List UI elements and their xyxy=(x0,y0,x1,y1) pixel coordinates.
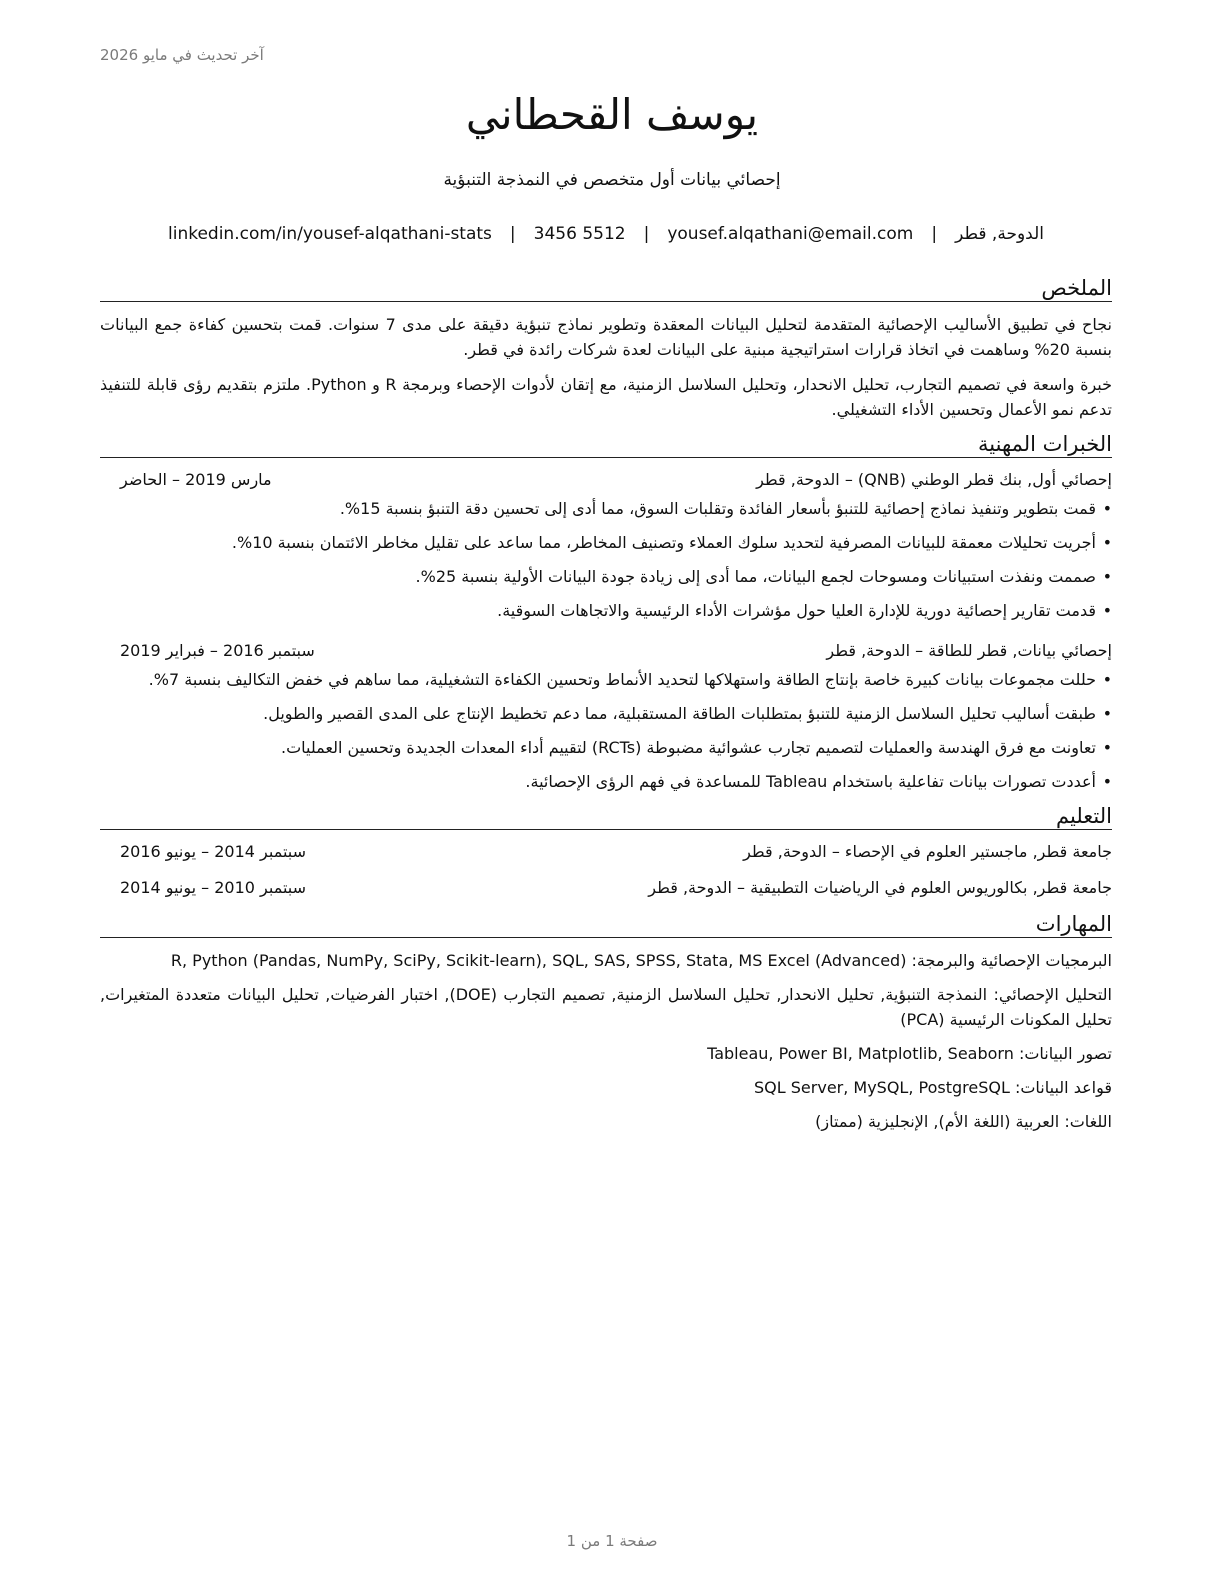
job-entry xyxy=(100,639,1112,794)
skills-section xyxy=(100,912,1112,1134)
job-bullet: • صممت ونفذت استبيانات ومسوحات لجمع البيانات، مما أدى إلى زيادة جودة البيانات الأولية بنسبة 25%. xyxy=(100,564,1112,589)
candidate-name: يوسف القحطاني xyxy=(465,90,759,139)
education-section xyxy=(100,804,1112,900)
job-header xyxy=(100,468,1112,492)
job-heading: إحصائي أول, بنك قطر الوطني (QNB) – الدوحة, قطر xyxy=(756,470,1112,489)
job-bullet: • قمت بتطوير وتنفيذ نماذج إحصائية للتنبؤ بأسعار الفائدة وتقلبات السوق، مما أدى إلى تحسين دقة التنبؤ بنسبة 15%. xyxy=(100,496,1112,521)
last-updated: آخر تحديث في مايو 2026 xyxy=(100,46,264,64)
education-entry xyxy=(100,876,1112,900)
section-title-education: التعليم xyxy=(100,804,1112,830)
job-bullet: • أعددت تصورات بيانات تفاعلية باستخدام Tableau للمساعدة في فهم الرؤى الإحصائية. xyxy=(100,769,1112,794)
contact-email[interactable]: yousef.alqathani@email.com xyxy=(667,224,914,244)
contact-separator: | xyxy=(643,224,650,244)
experience-section xyxy=(100,432,1112,794)
summary-paragraph: خبرة واسعة في تصميم التجارب، تحليل الانحدار، وتحليل السلاسل الزمنية، مع إتقان لأدوات الإحصاء وبرمجة R و Python. ملتزم بتقديم رؤى قابلة للتنفيذ تدعم نمو الأعمال وتحسين الأداء التشغيلي. xyxy=(100,375,1112,419)
summary-section xyxy=(100,276,1112,422)
summary-paragraph: نجاح في تطبيق الأساليب الإحصائية المتقدمة لتحليل البيانات المعقدة وتطوير نماذج تنبؤية دقيقة على مدى 7 سنوات. قمت بتحسين كفاءة جمع البيانات بنسبة 20% وساهمت في اتخاذ قرارات استراتيجية مبنية على البيانات لعدة شركات رائدة في قطر. xyxy=(100,315,1113,359)
education-heading: جامعة قطر, ماجستير العلوم في الإحصاء – الدوحة, قطر xyxy=(743,842,1112,861)
section-title-summary: الملخص xyxy=(100,276,1112,302)
contact-separator: | xyxy=(931,224,938,244)
contact-phone: 3456 5512 xyxy=(533,224,626,244)
education-dates: سبتمبر 2014 – يونيو 2016 xyxy=(120,842,307,861)
skill-line: التحليل الإحصائي: النمذجة التنبؤية, تحليل الانحدار, تحليل السلاسل الزمنية, تصميم التجارب (DOE), اختبار الفرضيات, تحليل البيانات متعددة المتغيرات, تحليل المكونات الرئيسية (PCA) xyxy=(100,985,1113,1029)
skill-line: تصور البيانات: Tableau, Power BI, Matplotlib, Seaborn xyxy=(707,1044,1112,1063)
job-dates: سبتمبر 2016 – فبراير 2019 xyxy=(120,641,315,660)
job-bullets xyxy=(100,667,1112,794)
skill-line: قواعد البيانات: SQL Server, MySQL, PostgreSQL xyxy=(754,1078,1112,1097)
job-bullet: • طبقت أساليب تحليل السلاسل الزمنية للتنبؤ بمتطلبات الطاقة المستقبلية، مما دعم تخطيط الإنتاج على المدى القصير والطويل. xyxy=(100,701,1112,726)
job-bullets xyxy=(100,496,1112,623)
resume-body xyxy=(100,276,1112,1144)
job-header xyxy=(100,639,1112,663)
section-title-experience: الخبرات المهنية xyxy=(100,432,1112,458)
education-entry xyxy=(100,840,1112,864)
skill-line: اللغات: العربية (اللغة الأم), الإنجليزية (ممتاز) xyxy=(815,1112,1112,1131)
education-heading: جامعة قطر, بكالوريوس العلوم في الرياضيات التطبيقية – الدوحة, قطر xyxy=(648,878,1112,897)
section-title-skills: المهارات xyxy=(100,912,1112,938)
contact-location: الدوحة, قطر xyxy=(955,224,1044,244)
contact-separator: | xyxy=(509,224,516,244)
job-bullet: • حللت مجموعات بيانات كبيرة خاصة بإنتاج الطاقة واستهلاكها لتحديد الأنماط وتحسين الكفاءة التشغيلية، مما ساهم في خفض التكاليف بنسبة 7%. xyxy=(100,667,1112,692)
job-bullet: • قدمت تقارير إحصائية دورية للإدارة العليا حول مؤشرات الأداء الرئيسية والاتجاهات السوقية. xyxy=(100,598,1112,623)
job-dates: مارس 2019 – الحاضر xyxy=(120,470,272,489)
page-number: صفحة 1 من 1 xyxy=(566,1532,658,1550)
job-bullet: • تعاونت مع فرق الهندسة والعمليات لتصميم تجارب عشوائية مضبوطة (RCTs) لتقييم أداء المعدات الجديدة وتحسين العمليات. xyxy=(100,735,1112,760)
job-entry xyxy=(100,468,1112,623)
job-title: إحصائي بيانات أول متخصص في النمذجة التنبؤية xyxy=(443,170,781,190)
job-heading: إحصائي بيانات, قطر للطاقة – الدوحة, قطر xyxy=(826,641,1112,660)
contact-line xyxy=(100,224,1112,244)
education-dates: سبتمبر 2010 – يونيو 2014 xyxy=(120,878,307,897)
skill-line: البرمجيات الإحصائية والبرمجة: R, Python (Pandas, NumPy, SciPy, Scikit-learn), SQL, SAS, SPSS, Stata, MS Excel (Advanced) xyxy=(170,951,1112,970)
contact-linkedin[interactable]: linkedin.com/in/yousef-alqathani-stats xyxy=(168,224,492,244)
job-bullet: • أجريت تحليلات معمقة للبيانات المصرفية لتحديد سلوك العملاء وتصنيف المخاطر، مما ساعد على تقليل مخاطر الائتمان بنسبة 10%. xyxy=(100,530,1112,555)
